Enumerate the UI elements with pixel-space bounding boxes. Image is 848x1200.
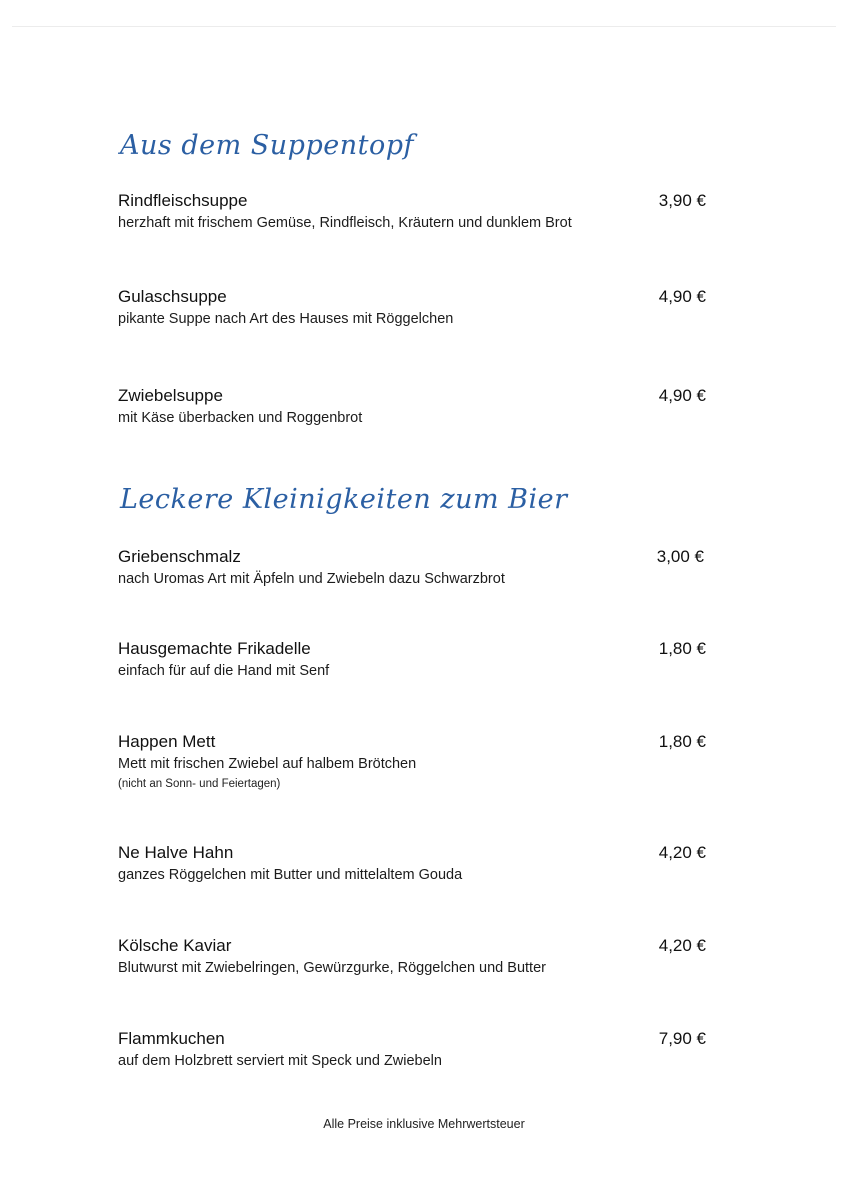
item-description: Blutwurst mit Zwiebelringen, Gewürzgurke, Röggelchen und Butter [118,960,546,976]
menu-item-zwiebelsuppe [118,386,718,446]
menu-item-frikadelle [118,639,718,699]
item-name: Zwiebelsuppe [118,386,223,405]
item-price: 4,90 € [658,386,706,405]
item-price: 4,20 € [658,843,706,862]
item-price: 3,00 € [656,547,704,566]
item-price: 3,90 € [658,191,706,210]
item-name: Flammkuchen [118,1029,225,1048]
item-description: pikante Suppe nach Art des Hauses mit Röggelchen [118,311,454,327]
menu-item-griebenschmalz [118,547,718,607]
item-price: 4,90 € [658,287,706,306]
menu-item-gulaschsuppe [118,287,718,347]
section-title-suppentopf: Aus dem Suppentopf [120,130,414,161]
item-name: Hausgemachte Frikadelle [118,639,311,658]
item-description: Mett mit frischen Zwiebel auf halbem Brötchen [118,756,417,772]
item-price: 7,90 € [658,1029,706,1048]
item-description: mit Käse überbacken und Roggenbrot [118,410,363,426]
menu-item-koelsche-kaviar [118,936,718,996]
item-name: Kölsche Kaviar [118,936,232,955]
item-price: 1,80 € [658,732,706,751]
item-price: 4,20 € [658,936,706,955]
item-name: Gulaschsuppe [118,287,227,306]
item-name: Rindfleischsuppe [118,191,248,210]
item-price: 1,80 € [658,639,706,658]
page-top-rule [12,26,836,27]
menu-item-happen-mett [118,732,718,792]
item-description: ganzes Röggelchen mit Butter und mittelaltem Gouda [118,867,463,883]
item-name: Ne Halve Hahn [118,843,234,862]
footer-vat-note: Alle Preise inklusive Mehrwertsteuer [323,1117,525,1131]
section-title-kleinigkeiten: Leckere Kleinigkeiten zum Bier [120,484,568,515]
item-description: auf dem Holzbrett serviert mit Speck und Zwiebeln [118,1053,442,1069]
item-description: herzhaft mit frischem Gemüse, Rindfleisch, Kräutern und dunklem Brot [118,215,572,231]
item-description: einfach für auf die Hand mit Senf [118,663,330,679]
menu-item-flammkuchen [118,1029,718,1089]
item-note: (nicht an Sonn- und Feiertagen) [118,778,281,790]
menu-item-rindfleischsuppe [118,191,718,251]
item-description: nach Uromas Art mit Äpfeln und Zwiebeln dazu Schwarzbrot [118,571,505,587]
item-name: Griebenschmalz [118,547,241,566]
menu-item-halve-hahn [118,843,718,903]
item-name: Happen Mett [118,732,216,751]
